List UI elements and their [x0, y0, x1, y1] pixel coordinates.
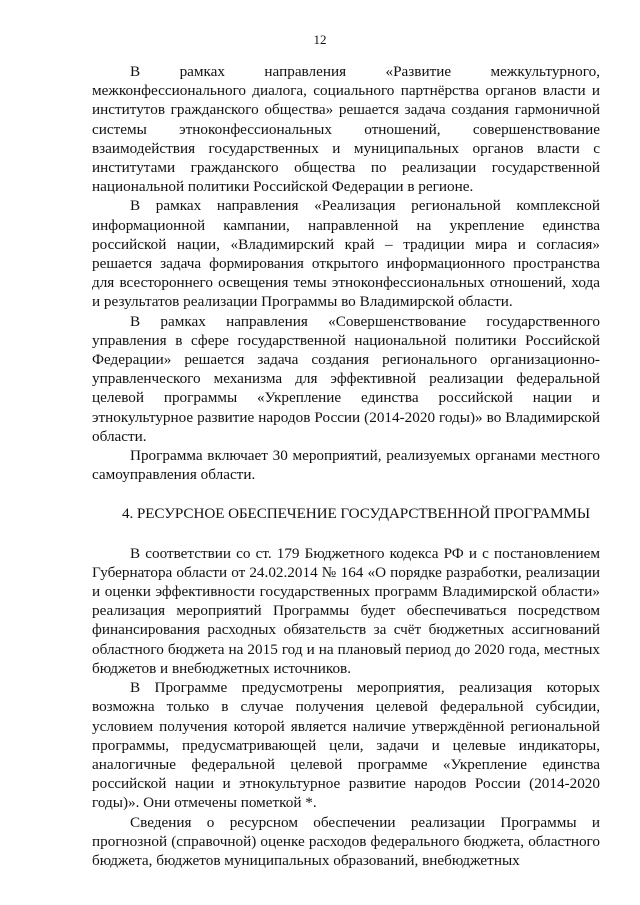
- document-body: [92, 62, 600, 870]
- paragraph-resource-info: Сведения о ресурсном обеспечении реализации Программы и прогнозной (справочной) оценке расходов федерального бюджета, областного бюджета, бюджетов муниципальных образований, внебюджетных: [92, 813, 600, 869]
- paragraph-information-campaign: В рамках направления «Реализация региональной комплексной информационной кампании, направленной на укрепление единства российской нации, «Владимирский край – традиции мира и согласия» решается задача формирования открытого информационного пространства для всестороннего освещения темы этноконфессиональных отношений, хода и результатов реализации Программы во Владимирской области.: [92, 197, 600, 311]
- section-heading: 4. РЕСУРСНОЕ ОБЕСПЕЧЕНИЕ ГОСУДАРСТВЕННОЙ ПРОГРАММЫ: [122, 505, 591, 523]
- page-number: 12: [313, 32, 327, 47]
- paragraph-intercultural-dialogue: В рамках направления «Развитие межкультурного, межконфессионального диалога, социального партнёрства органов власти и институтов гражданского общества» решается задача создания гармоничной системы этноконфессиональных отношений, совершенствование взаимодействия государственных и муниципальных органов власти с институтами гражданского общества по реализации государственной национальной политики Российской Федерации в регионе.: [92, 63, 600, 196]
- paragraph-federal-subsidy: В Программе предусмотрены мероприятия, реализация которых возможна только в случае получения целевой федеральной субсидии, условием получения которой является наличие утверждённой региональной программы, предусматривающей цели, задачи и целевые индикаторы, аналогичные федеральной целевой программе «Укрепление единства российской нации и этнокультурное развитие народов России (2014-2020 годы)». Они отмечены пометкой *.: [92, 679, 600, 812]
- paragraph-budget-code: В соответствии со ст. 179 Бюджетного кодекса РФ и с постановлением Губернатора области от 24.02.2014 № 164 «О порядке разработки, реализации и оценки эффективности государственных программ Владимирской области» реализация мероприятий Программы будет обеспечиваться посредством финансирования расходных обязательств за счёт бюджетных ассигнований областного бюджета на 2015 год и на плановый период до 2020 года, местных бюджетов и внебюджетных источников.: [92, 544, 600, 677]
- paragraph-state-governance: В рамках направления «Совершенствование государственного управления в сфере государственной национальной политики Российской Федерации» решается задача создания регионального организационно-управленческого механизма для эффективной реализации федеральной целевой программы «Укрепление единства российской нации и этнокультурное развитие народов России (2014-2020 годы)» во Владимирской области.: [92, 312, 600, 445]
- paragraph-program-measures: Программа включает 30 мероприятий, реализуемых органами местного самоуправления области.: [92, 447, 600, 484]
